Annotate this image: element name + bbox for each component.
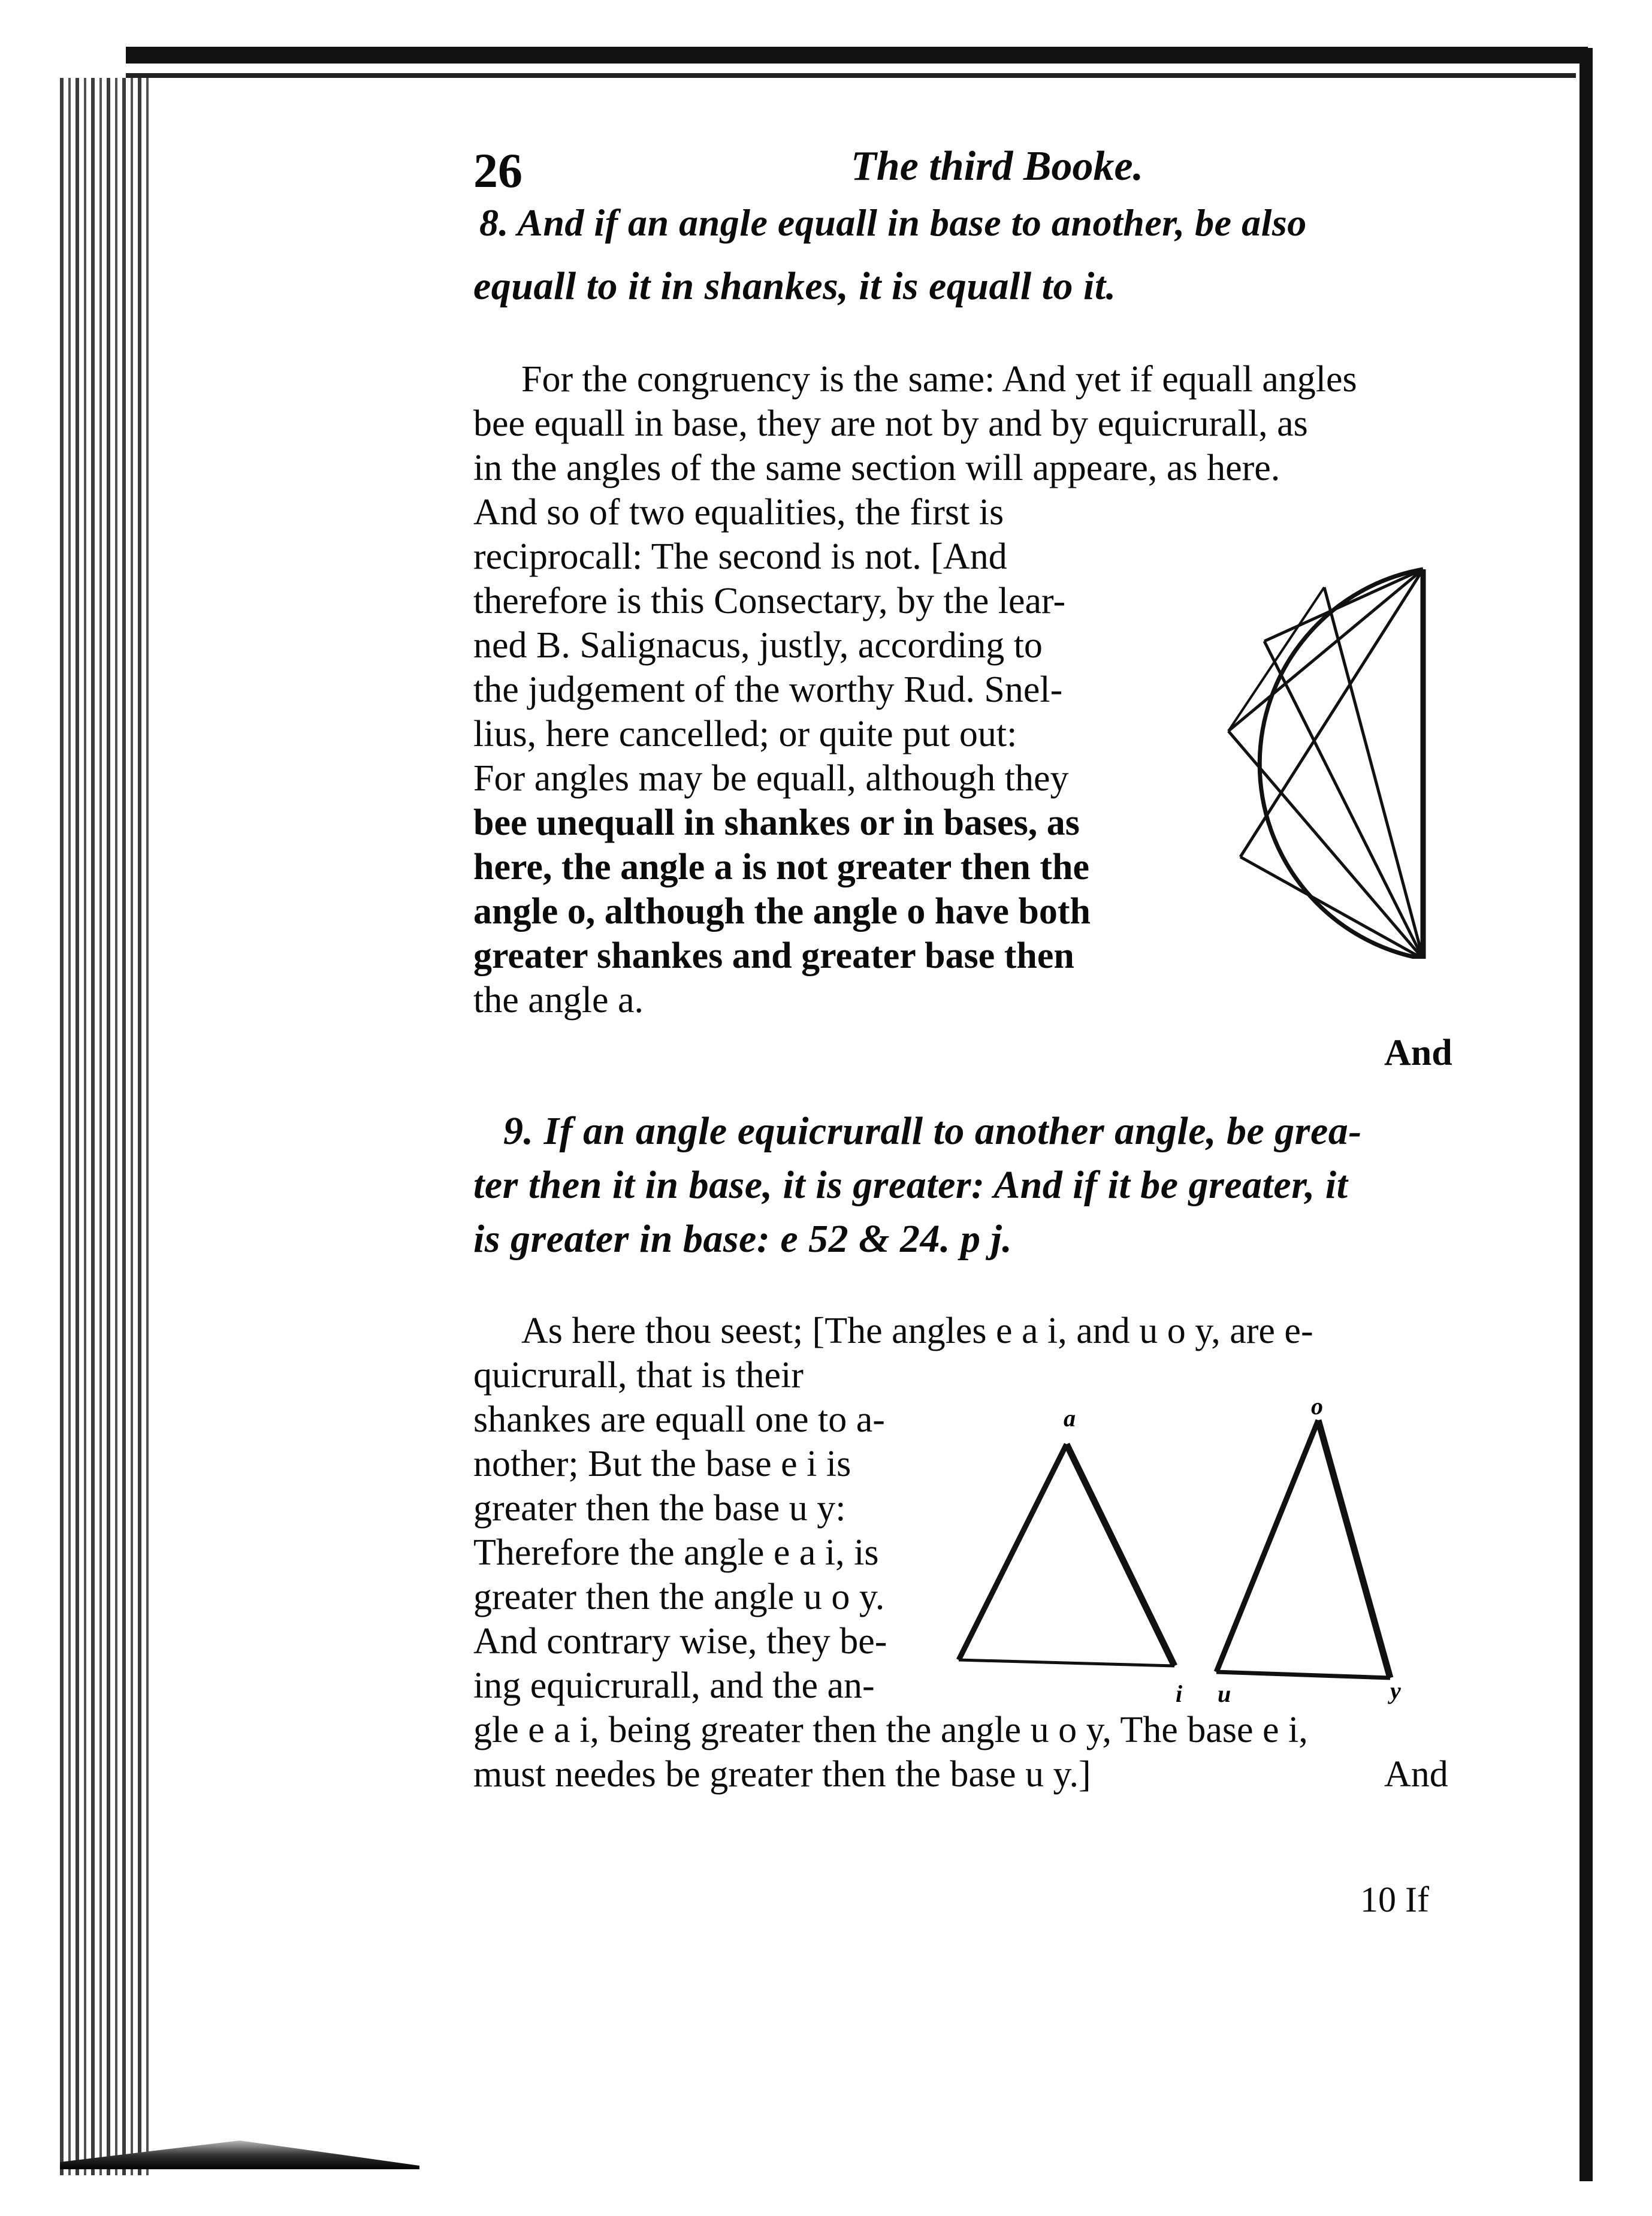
para9-line: greater then the angle u o y.	[473, 1577, 885, 1617]
para8-line: ned B. Salignacus, justly, according to	[473, 625, 1043, 666]
book-spine-edge	[60, 78, 150, 2175]
para8-line: angle o, although the angle o have both	[473, 891, 1091, 932]
page-right-edge	[1579, 48, 1593, 2181]
para8-line: the angle a.	[473, 980, 644, 1021]
para9-line: nother; But the base e i is	[473, 1444, 851, 1484]
prop9-line: ter then it in base, it is greater: And if it be greater, it	[473, 1163, 1348, 1207]
para9-line: gle e a i, being greater then the angle u o y, The base e i,	[473, 1710, 1308, 1750]
para8-line: bee unequall in shankes or in bases, as	[473, 802, 1080, 843]
catchword-and: And	[1384, 1032, 1452, 1073]
para9-line: As here thou seest; [The angles e a i, and u o y, are e-	[521, 1311, 1313, 1351]
para8-line: greater shankes and greater base then	[473, 935, 1074, 976]
para8-line: in the angles of the same section will appeare, as here.	[473, 448, 1280, 488]
para9-line: Therefore the angle e a i, is	[473, 1532, 879, 1573]
para9-line: And contrary wise, they be-	[473, 1621, 887, 1662]
para8-line: For the congruency is the same: And yet if equall angles	[521, 359, 1357, 400]
para8-line: For angles may be equall, although they	[473, 758, 1069, 799]
label-a: a	[1064, 1405, 1076, 1432]
running-title: The third Booke.	[851, 143, 1144, 189]
footer-catchword: 10 If	[1360, 1880, 1429, 1919]
prop8-line: 8. And if an angle equall in base to another, be also	[479, 201, 1307, 244]
para9-line: quicrurall, that is their	[473, 1355, 804, 1396]
para8-line: reciprocall: The second is not. [And	[473, 536, 1007, 577]
catchword-and: And	[1384, 1754, 1448, 1795]
para8-line: here, the angle a is not greater then the	[473, 847, 1090, 887]
para8-line: And so of two equalities, the first is	[473, 492, 1004, 533]
prop9-line: is greater in base: e 52 & 24. p j.	[473, 1217, 1013, 1261]
para8-line: therefore is this Consectary, by the lear-	[473, 581, 1066, 621]
label-i: i	[1176, 1680, 1183, 1707]
label-o: o	[1311, 1396, 1323, 1420]
page-top-rule	[126, 73, 1576, 78]
page-top-edge	[126, 47, 1588, 64]
label-y: y	[1390, 1677, 1401, 1704]
para9-line: greater then the base u y:	[473, 1488, 846, 1529]
para9-line: ing equicrurall, and the an-	[473, 1665, 875, 1706]
label-u: u	[1218, 1680, 1231, 1707]
semicircle-figure	[1204, 551, 1456, 959]
para8-line: lius, here cancelled; or quite put out:	[473, 714, 1017, 754]
para9-line: must needes be greater then the base u y.]	[473, 1754, 1091, 1795]
para9-line: shankes are equall one to a-	[473, 1399, 885, 1440]
page-number: 26	[473, 143, 523, 198]
prop8-line: equall to it in shankes, it is equall to it.	[473, 264, 1116, 308]
triangles-figure	[947, 1396, 1438, 1714]
para8-line: the judgement of the worthy Rud. Snel-	[473, 669, 1063, 710]
para8-line: bee equall in base, they are not by and by equicrurall, as	[473, 403, 1308, 444]
prop9-line: 9. If an angle equicrurall to another angle, be grea-	[503, 1109, 1362, 1153]
